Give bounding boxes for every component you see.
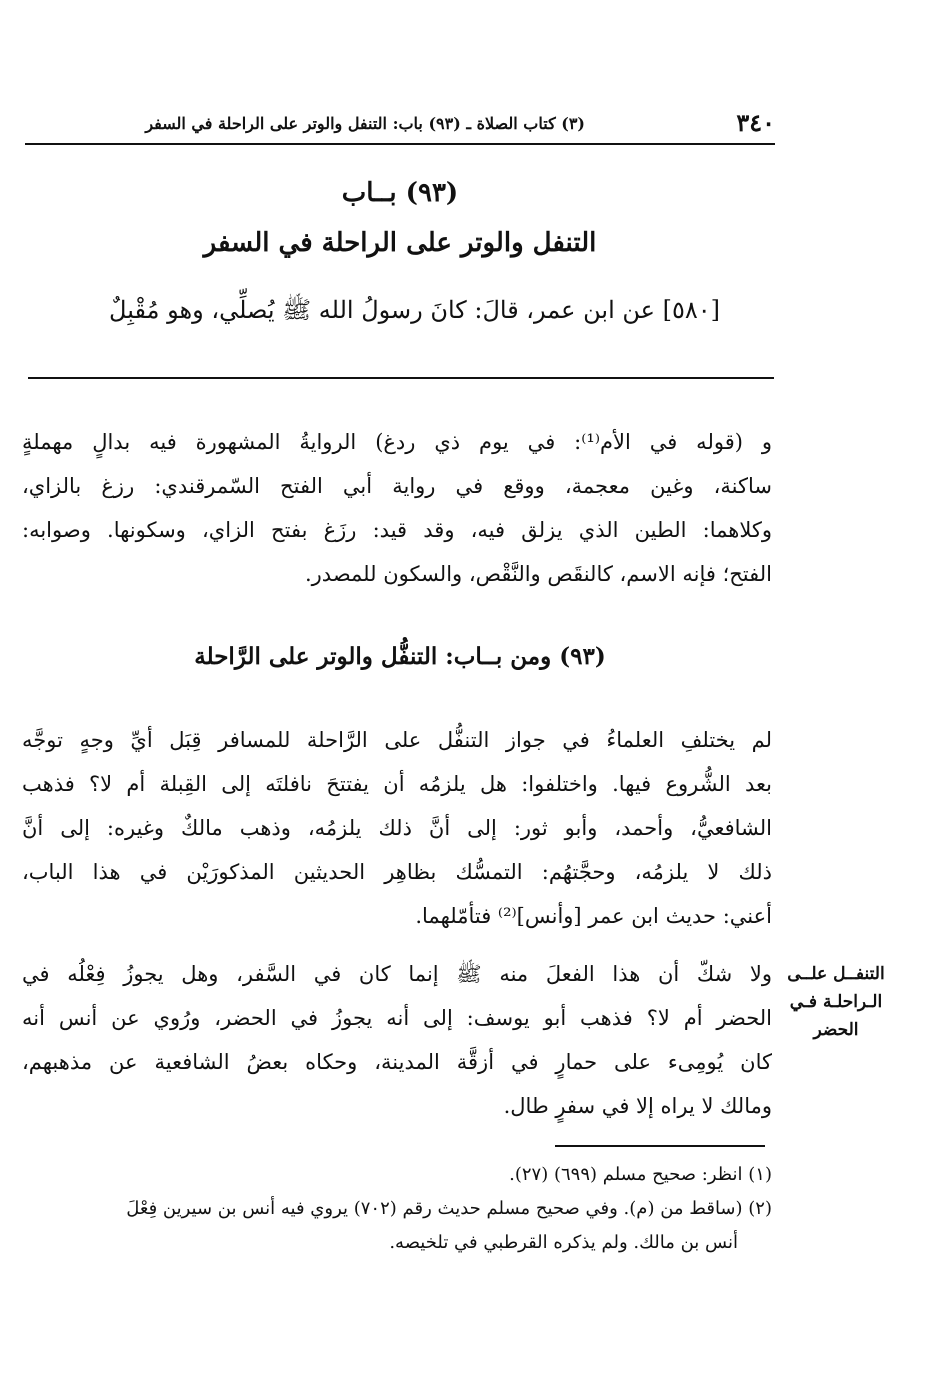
- commentary-paragraph: [22, 420, 772, 596]
- text-line: ولا شكّ أن هذا الفعلَ منه ﷺ إنما كان في السَّفر، وهل يجوزُ فِعْلُه في: [22, 962, 772, 986]
- footnotes: [22, 1158, 772, 1260]
- text-line: و (قوله في الأم⁽¹⁾: في يوم ذي ردغ) الروايةُ المشهورة فيه بدالٍ مهملةٍ: [22, 430, 772, 454]
- chapter-number: (٩٣) بــاب: [341, 178, 459, 208]
- text-line: ساكنة، وغين معجمة، ووقع في رواية أبي الفتح السّمرقندي: رزغ بالزاي،: [22, 474, 772, 498]
- hadith-text: [٥٨٠] عن ابن عمر، قالَ: كانَ رسولُ الله ﷺ يُصلِّي، وهو مُقْبِلٌ: [109, 296, 720, 324]
- text-line: كان يُومِىء على حمارٍ في أزقَّة المدينة، وحكاه بعضُ الشافعية عن مذهبهم،: [22, 1050, 772, 1074]
- text-line: ذلك لا يلزمُه، وحجَّتهُم: التمسُّك بظاهِر الحديثين المذكورَيْن في هذا الباب،: [22, 860, 772, 884]
- chapter-title: التنفل والوتر على الراحلة في السفر: [203, 228, 597, 258]
- margin-note-line: التنفــل علــى: [787, 964, 885, 984]
- text-line: الشافعيُّ، وأحمد، وأبو ثور: إلى أنَّ ذلك يلزمُه، وذهب مالكٌ وغيره: إلى أنَّ: [22, 816, 772, 840]
- text-line: الحضر أم لا؟ فذهب أبو يوسف: إلى أنه يجوزُ في الحضر، ورُوي عن أنس أنه: [22, 1006, 772, 1030]
- page-number: ٣٤٠: [736, 108, 775, 137]
- footnote-2-continued: أنس بن مالك. ولم يذكره القرطبي في تلخيصه.: [389, 1232, 738, 1253]
- footnote-2: (٢) (ساقط من (م). وفي صحيح مسلم حديث رقم (٧٠٢) يروي فيه أنس بن سيرين فِعْلَ: [126, 1198, 772, 1219]
- body-paragraph-2: [22, 952, 772, 1128]
- section-heading: (٩٣) ومن بــاب: التنفُّل والوتر على الرَّاحلة: [194, 643, 606, 670]
- body-paragraph: [22, 718, 772, 938]
- margin-note-line: الـراحلـة فـي: [789, 992, 883, 1012]
- text-line: لم يختلفِ العلماءُ في جواز التنفُّل على الرَّاحلة للمسافر قِبَل أيِّ وجهٍ توجَّه: [22, 728, 772, 752]
- footnote-rule: [555, 1145, 765, 1147]
- margin-note-line: الحضر: [813, 1020, 859, 1040]
- page-header: [25, 108, 775, 142]
- text-line: أعني: حديث ابن عمر [وأنس]⁽²⁾ فتأمّلهما.: [415, 904, 772, 928]
- running-head: (٣) كتاب الصلاة ـ (٩٣) باب: التنفل والوتر على الراحلة في السفر: [145, 114, 585, 133]
- text-line: بعد الشُّروع فيها. واختلفوا: هل يلزمُه أن يفتتحَ نافلتَه إلى القِبلة أم لا؟ فذهب: [22, 772, 772, 796]
- header-rule: [25, 143, 775, 145]
- text-line: وكلاهما: الطين الذي يزلق فيه، وقد قيد: رزَغ بفتح الزاي، وسكونها. وصوابه:: [22, 518, 772, 542]
- text-line: ومالك لا يراه إلا في سفرٍ طال.: [503, 1094, 772, 1118]
- footnote-1: (١) انظر: صحيح مسلم (٦٩٩) (٢٧).: [509, 1164, 772, 1185]
- section-divider: [28, 377, 774, 379]
- text-line: الفتح؛ فإنه الاسم، كالنقَص والنَّقْص، والسكون للمصدر.: [304, 562, 772, 586]
- margin-note: [780, 960, 892, 1044]
